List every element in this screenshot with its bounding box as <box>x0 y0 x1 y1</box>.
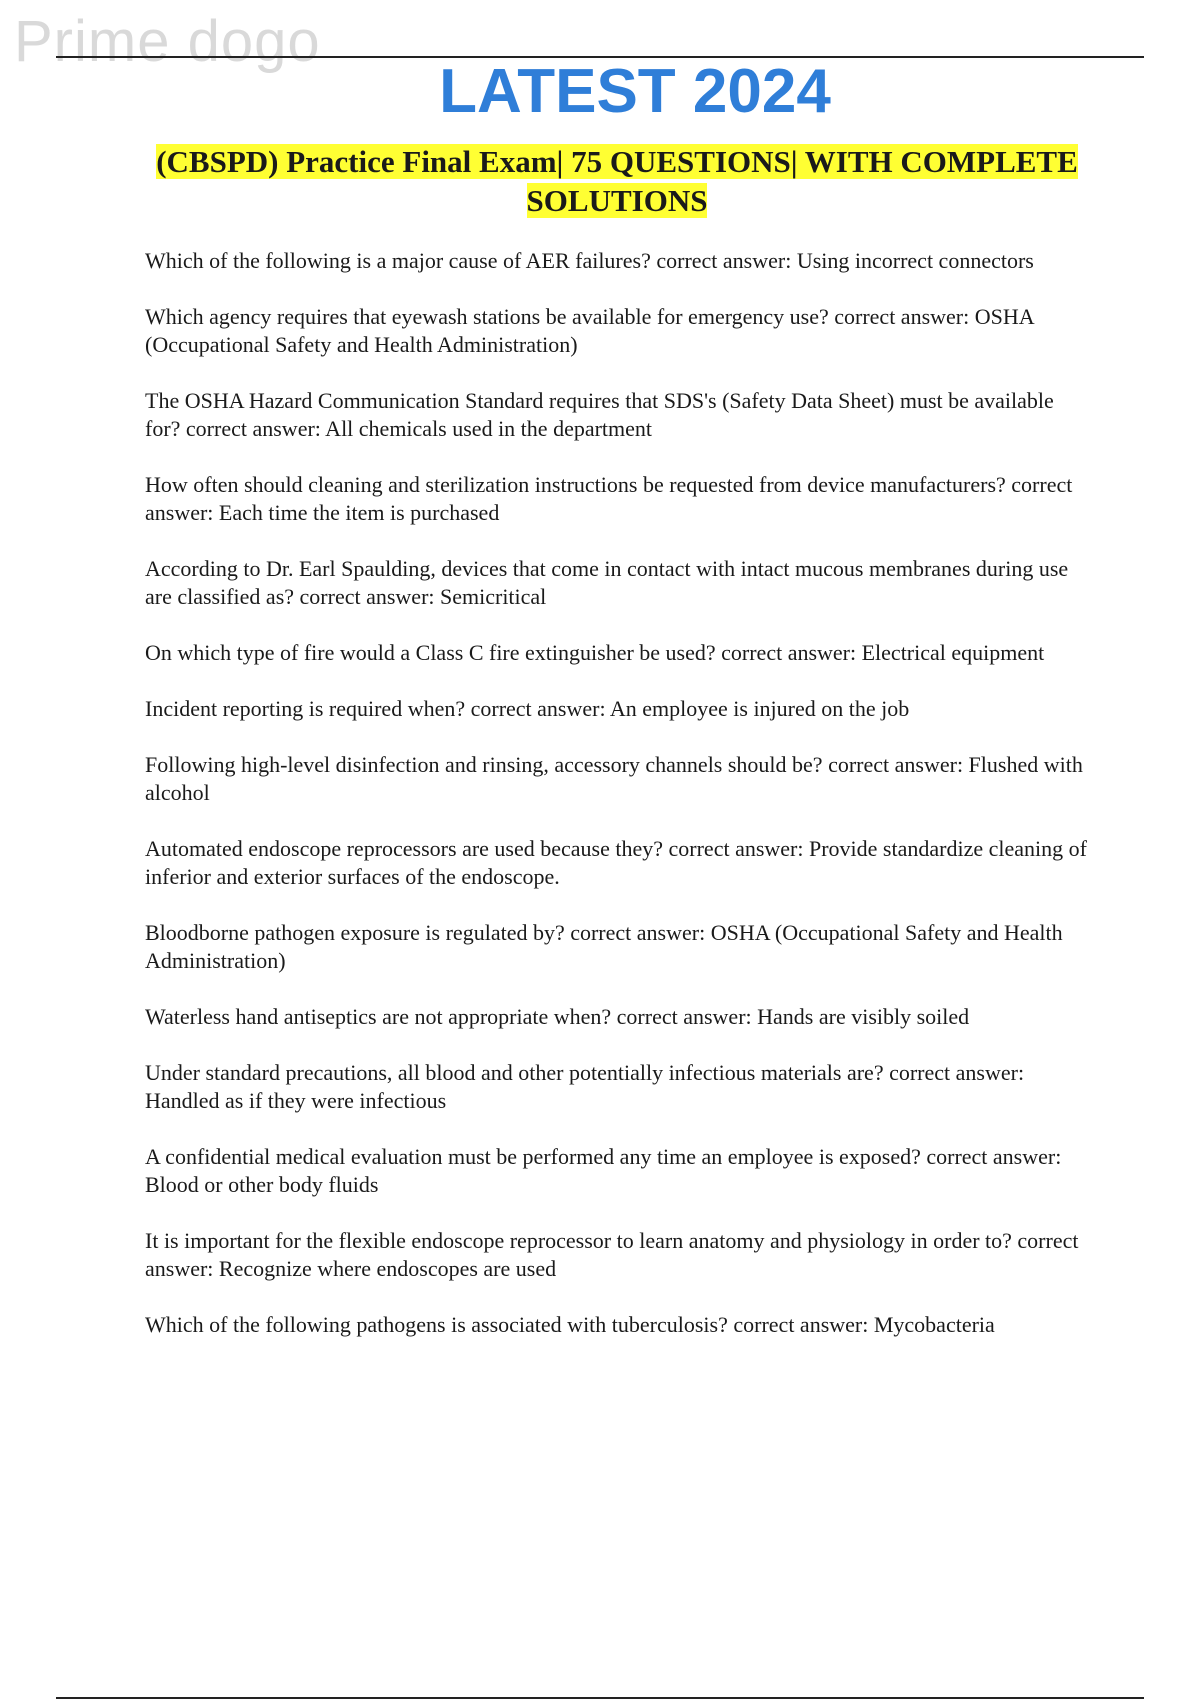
page-title-text: (CBSPD) Practice Final Exam| 75 QUESTIONS| WITH COMPLETE SOLUTIONS <box>156 144 1078 218</box>
watermark-text: Prime dogo <box>14 9 321 74</box>
question-item: It is important for the flexible endoscope reprocessor to learn anatomy and physiology in order to? correct answer: Recognize where endoscopes are used <box>145 1228 1079 1281</box>
question-item: The OSHA Hazard Communication Standard requires that SDS's (Safety Data Sheet) must be available for? correct answer: All chemicals used in the department <box>145 388 1054 441</box>
question-item: On which type of fire would a Class C fire extinguisher be used? correct answer: Electrical equipment <box>145 640 1045 665</box>
question-item: How often should cleaning and sterilization instructions be requested from device manufacturers? correct answer: Each time the item is purchased <box>145 472 1073 525</box>
question-item: According to Dr. Earl Spaulding, devices that come in contact with intact mucous membranes during use are classified as? correct answer: Semicritical <box>145 556 1069 609</box>
question-item: Waterless hand antiseptics are not appropriate when? correct answer: Hands are visibly soiled <box>145 1004 970 1029</box>
question-item: Automated endoscope reprocessors are used because they? correct answer: Provide standardize cleaning of inferior and exterior surfaces of the endoscope. <box>145 836 1087 889</box>
question-item: Bloodborne pathogen exposure is regulated by? correct answer: OSHA (Occupational Safety and Health Administration) <box>145 920 1063 973</box>
page-title <box>150 142 1084 220</box>
question-item: Which of the following is a major cause of AER failures? correct answer: Using incorrect connectors <box>145 248 1034 273</box>
question-item: Following high-level disinfection and rinsing, accessory channels should be? correct answer: Flushed with alcohol <box>145 752 1083 805</box>
bottom-divider <box>56 1697 1144 1699</box>
question-item: Under standard precautions, all blood and other potentially infectious materials are? correct answer: Handled as if they were infectious <box>145 1060 1025 1113</box>
question-list <box>145 247 1090 1367</box>
question-item: Incident reporting is required when? correct answer: An employee is injured on the job <box>145 696 910 721</box>
question-item: A confidential medical evaluation must be performed any time an employee is exposed? correct answer: Blood or other body fluids <box>145 1144 1062 1197</box>
question-item: Which of the following pathogens is associated with tuberculosis? correct answer: Mycobacteria <box>145 1312 995 1337</box>
question-item: Which agency requires that eyewash stations be available for emergency use? correct answer: OSHA (Occupational Safety and Health Administration) <box>145 304 1034 357</box>
latest-heading: LATEST 2024 <box>439 57 831 126</box>
